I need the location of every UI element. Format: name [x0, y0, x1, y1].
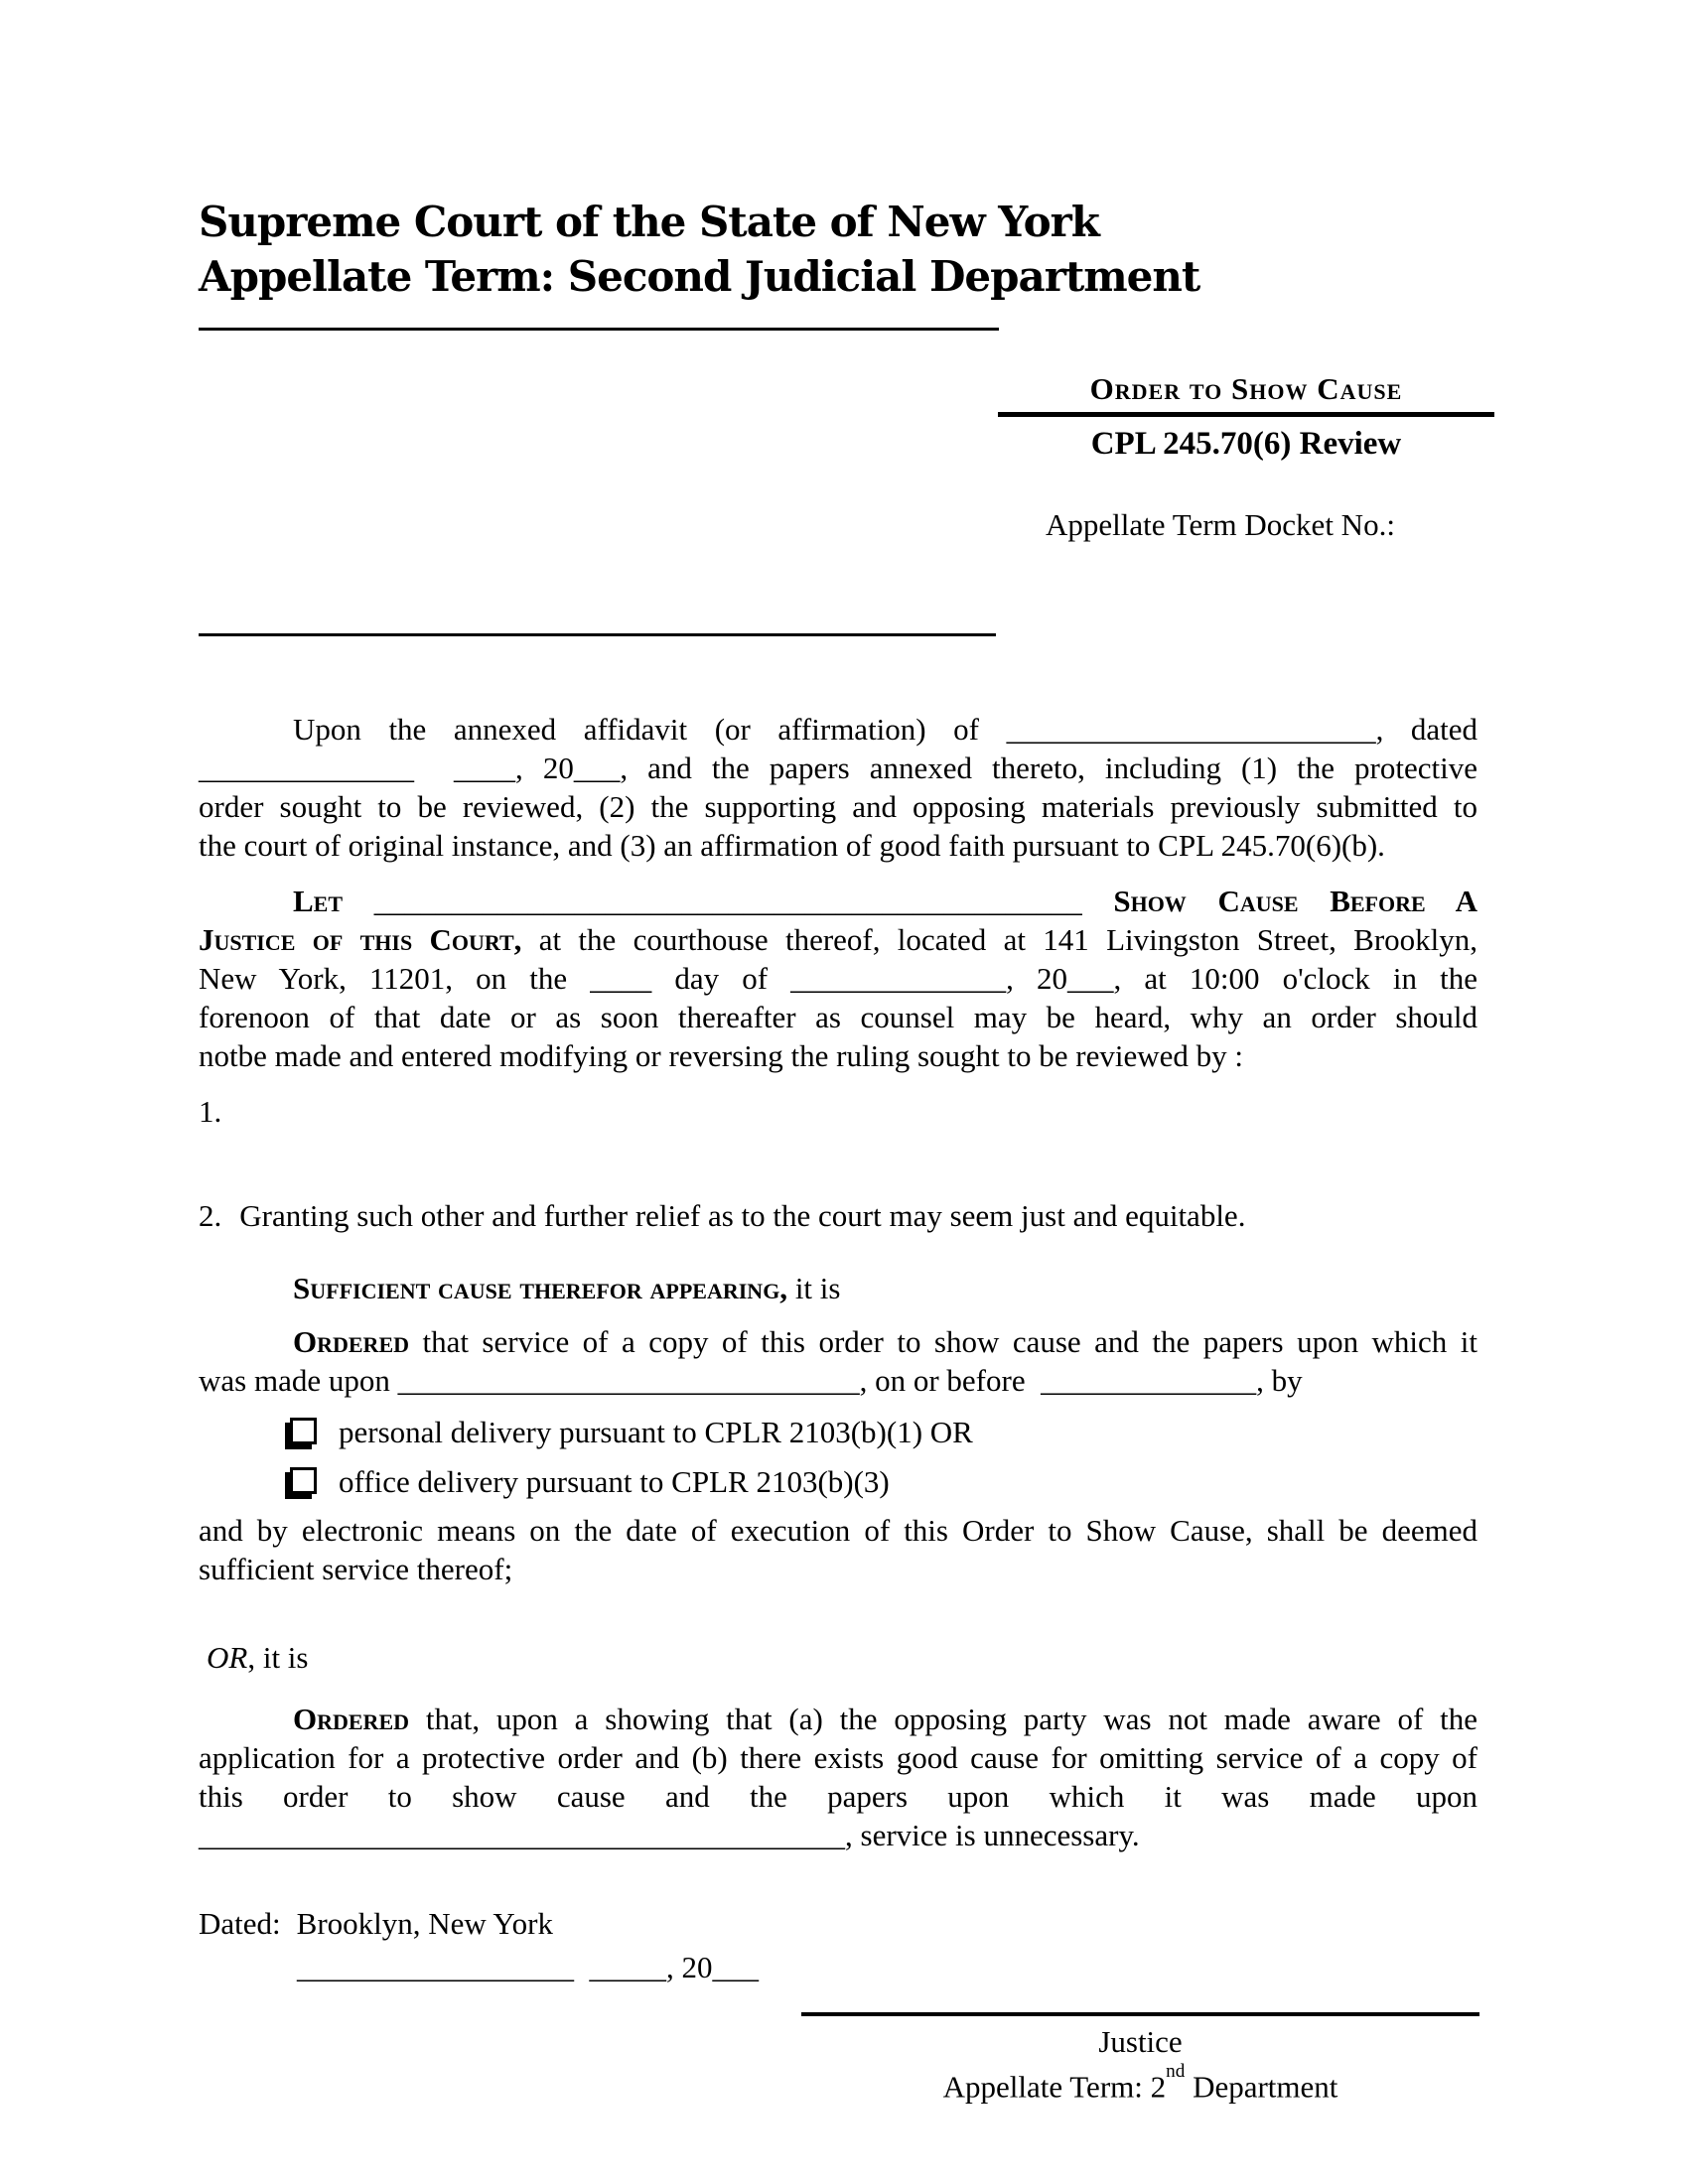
ordered-word: Ordered — [293, 1324, 410, 1359]
court-term: Appellate Term: Second Judicial Department — [199, 252, 1200, 301]
signature-role: Justice — [1098, 2024, 1183, 2059]
statute-title: CPL 245.70(6) Review — [1090, 426, 1402, 462]
service-method-options — [290, 1408, 1477, 1507]
ordered1-line2: was made upon ______________________________, on or before ______________, by — [199, 1363, 1303, 1398]
let-paragraph — [199, 882, 1477, 1075]
electronic-line1: and by electronic means on the date of execution of this Order to Show Cause, shall be deemed — [199, 1513, 1477, 1548]
upon-line4: the court of original instance, and (3) an affirmation of good faith pursuant to CPL 245.70(6)(b). — [199, 828, 1385, 863]
show-cause-words: Show Cause Before A — [1113, 884, 1477, 918]
sufficient-cause-words: Sufficient cause therefor appearing, — [293, 1271, 788, 1305]
dated-label: Dated: — [199, 1906, 281, 1941]
signature-court-post: Department — [1193, 2069, 1338, 2105]
ordered-omit-service-paragraph — [199, 1700, 1477, 1854]
signature-court-pre: Appellate Term: 2 — [942, 2069, 1167, 2105]
docket-number-label: Appellate Term Docket No.: — [1046, 507, 1395, 542]
item-2-text: Granting such other and further relief as to the court may seem just and equitable. — [239, 1198, 1246, 1233]
upon-line2: ______________ ____, 20___, and the papers annexed thereto, including (1) the protective — [199, 751, 1477, 785]
court-name: Supreme Court of the State of New York — [199, 198, 1099, 246]
sufficient-cause-rest: it is — [794, 1271, 841, 1305]
item-2-number: 2. — [199, 1198, 222, 1233]
ordered1-line1 — [199, 1322, 1477, 1361]
let-line5: notbe made and entered modifying or reversing the ruling sought to be reviewed by : — [199, 1038, 1243, 1073]
caption-rule — [199, 633, 996, 636]
dated-block — [199, 1904, 1477, 1986]
dated-line1 — [199, 1904, 1477, 1943]
court-header — [199, 195, 1477, 304]
omit-service-party-blank[interactable]: __________________________________________ — [199, 1818, 845, 1852]
or-clause — [199, 1638, 1477, 1677]
ordered-word-2: Ordered — [293, 1702, 410, 1736]
ordered2-line3: this order to show cause and the papers upon which it was made upon — [199, 1779, 1477, 1814]
signature-ordinal: nd — [1166, 2061, 1186, 2083]
ordered2-line1-text: that, upon a showing that (a) the opposing party was not made aware of the — [425, 1702, 1477, 1736]
upon-line1-dated: , dated — [1375, 712, 1478, 747]
office-delivery-checkbox[interactable] — [290, 1467, 317, 1494]
signature-court — [801, 2061, 1479, 2106]
affiant-name-blank[interactable]: ________________________ — [1006, 712, 1376, 747]
page-content — [199, 0, 1477, 2106]
or-rest: , it is — [247, 1640, 309, 1675]
masthead-title: Order to Show Cause — [1089, 371, 1403, 406]
ordered2-line1 — [199, 1700, 1477, 1738]
let-line4: forenoon of that date or as soon thereafter as counsel may be heard, why an order should — [199, 1000, 1477, 1034]
ordered2-line4 — [199, 1816, 1477, 1854]
or-word: OR — [207, 1640, 248, 1675]
ordered-service-paragraph — [199, 1322, 1477, 1400]
electronic-service-paragraph — [199, 1511, 1477, 1588]
office-delivery-row — [290, 1457, 1477, 1507]
upon-line1 — [199, 710, 1477, 749]
justice-of-court-words: Justice of this Court, — [199, 922, 522, 957]
personal-delivery-label: personal delivery pursuant to CPLR 2103(b)(1) OR — [339, 1415, 973, 1449]
dated-place: Brooklyn, New York — [296, 1906, 553, 1941]
let-word: Let — [293, 884, 344, 918]
ordered2-line2: application for a protective order and (b) there exists good cause for omitting service of a copy of — [199, 1740, 1477, 1775]
let-line2-text: at the courthouse thereof, located at 141 Livingston Street, Brooklyn, — [538, 922, 1477, 957]
ordered1-line1-text: that service of a copy of this order to show cause and the papers upon which it — [422, 1324, 1477, 1359]
office-delivery-label: office delivery pursuant to CPLR 2103(b)(3) — [339, 1464, 890, 1499]
upon-paragraph — [199, 710, 1477, 865]
respondent-name-blank[interactable]: ______________________________________________ — [373, 884, 1082, 918]
electronic-line2: sufficient service thereof; — [199, 1552, 513, 1586]
date-fill-in-blank[interactable]: __________________ _____, 20___ — [297, 1950, 759, 1984]
list-item-2 — [199, 1196, 1477, 1235]
let-line1 — [199, 882, 1477, 920]
sufficient-cause-line — [199, 1269, 1477, 1307]
upon-line3: order sought to be reviewed, (2) the supporting and opposing materials previously submitted to — [199, 789, 1477, 824]
let-line2 — [199, 920, 1477, 959]
let-line3: New York, 11201, on the ____ day of ______________, 20___, at 10:00 o'clock in the — [199, 961, 1477, 996]
list-item-1: 1. — [199, 1094, 222, 1129]
upon-line1-text: Upon the annexed affidavit (or affirmation) of — [293, 712, 979, 747]
header-rule — [199, 328, 999, 331]
signature-block — [801, 2012, 1479, 2106]
ordered2-line4-text: , service is unnecessary. — [845, 1818, 1140, 1852]
personal-delivery-checkbox[interactable] — [290, 1418, 317, 1444]
masthead-block — [998, 369, 1494, 544]
masthead-rule — [998, 412, 1494, 417]
personal-delivery-row — [290, 1408, 1477, 1457]
